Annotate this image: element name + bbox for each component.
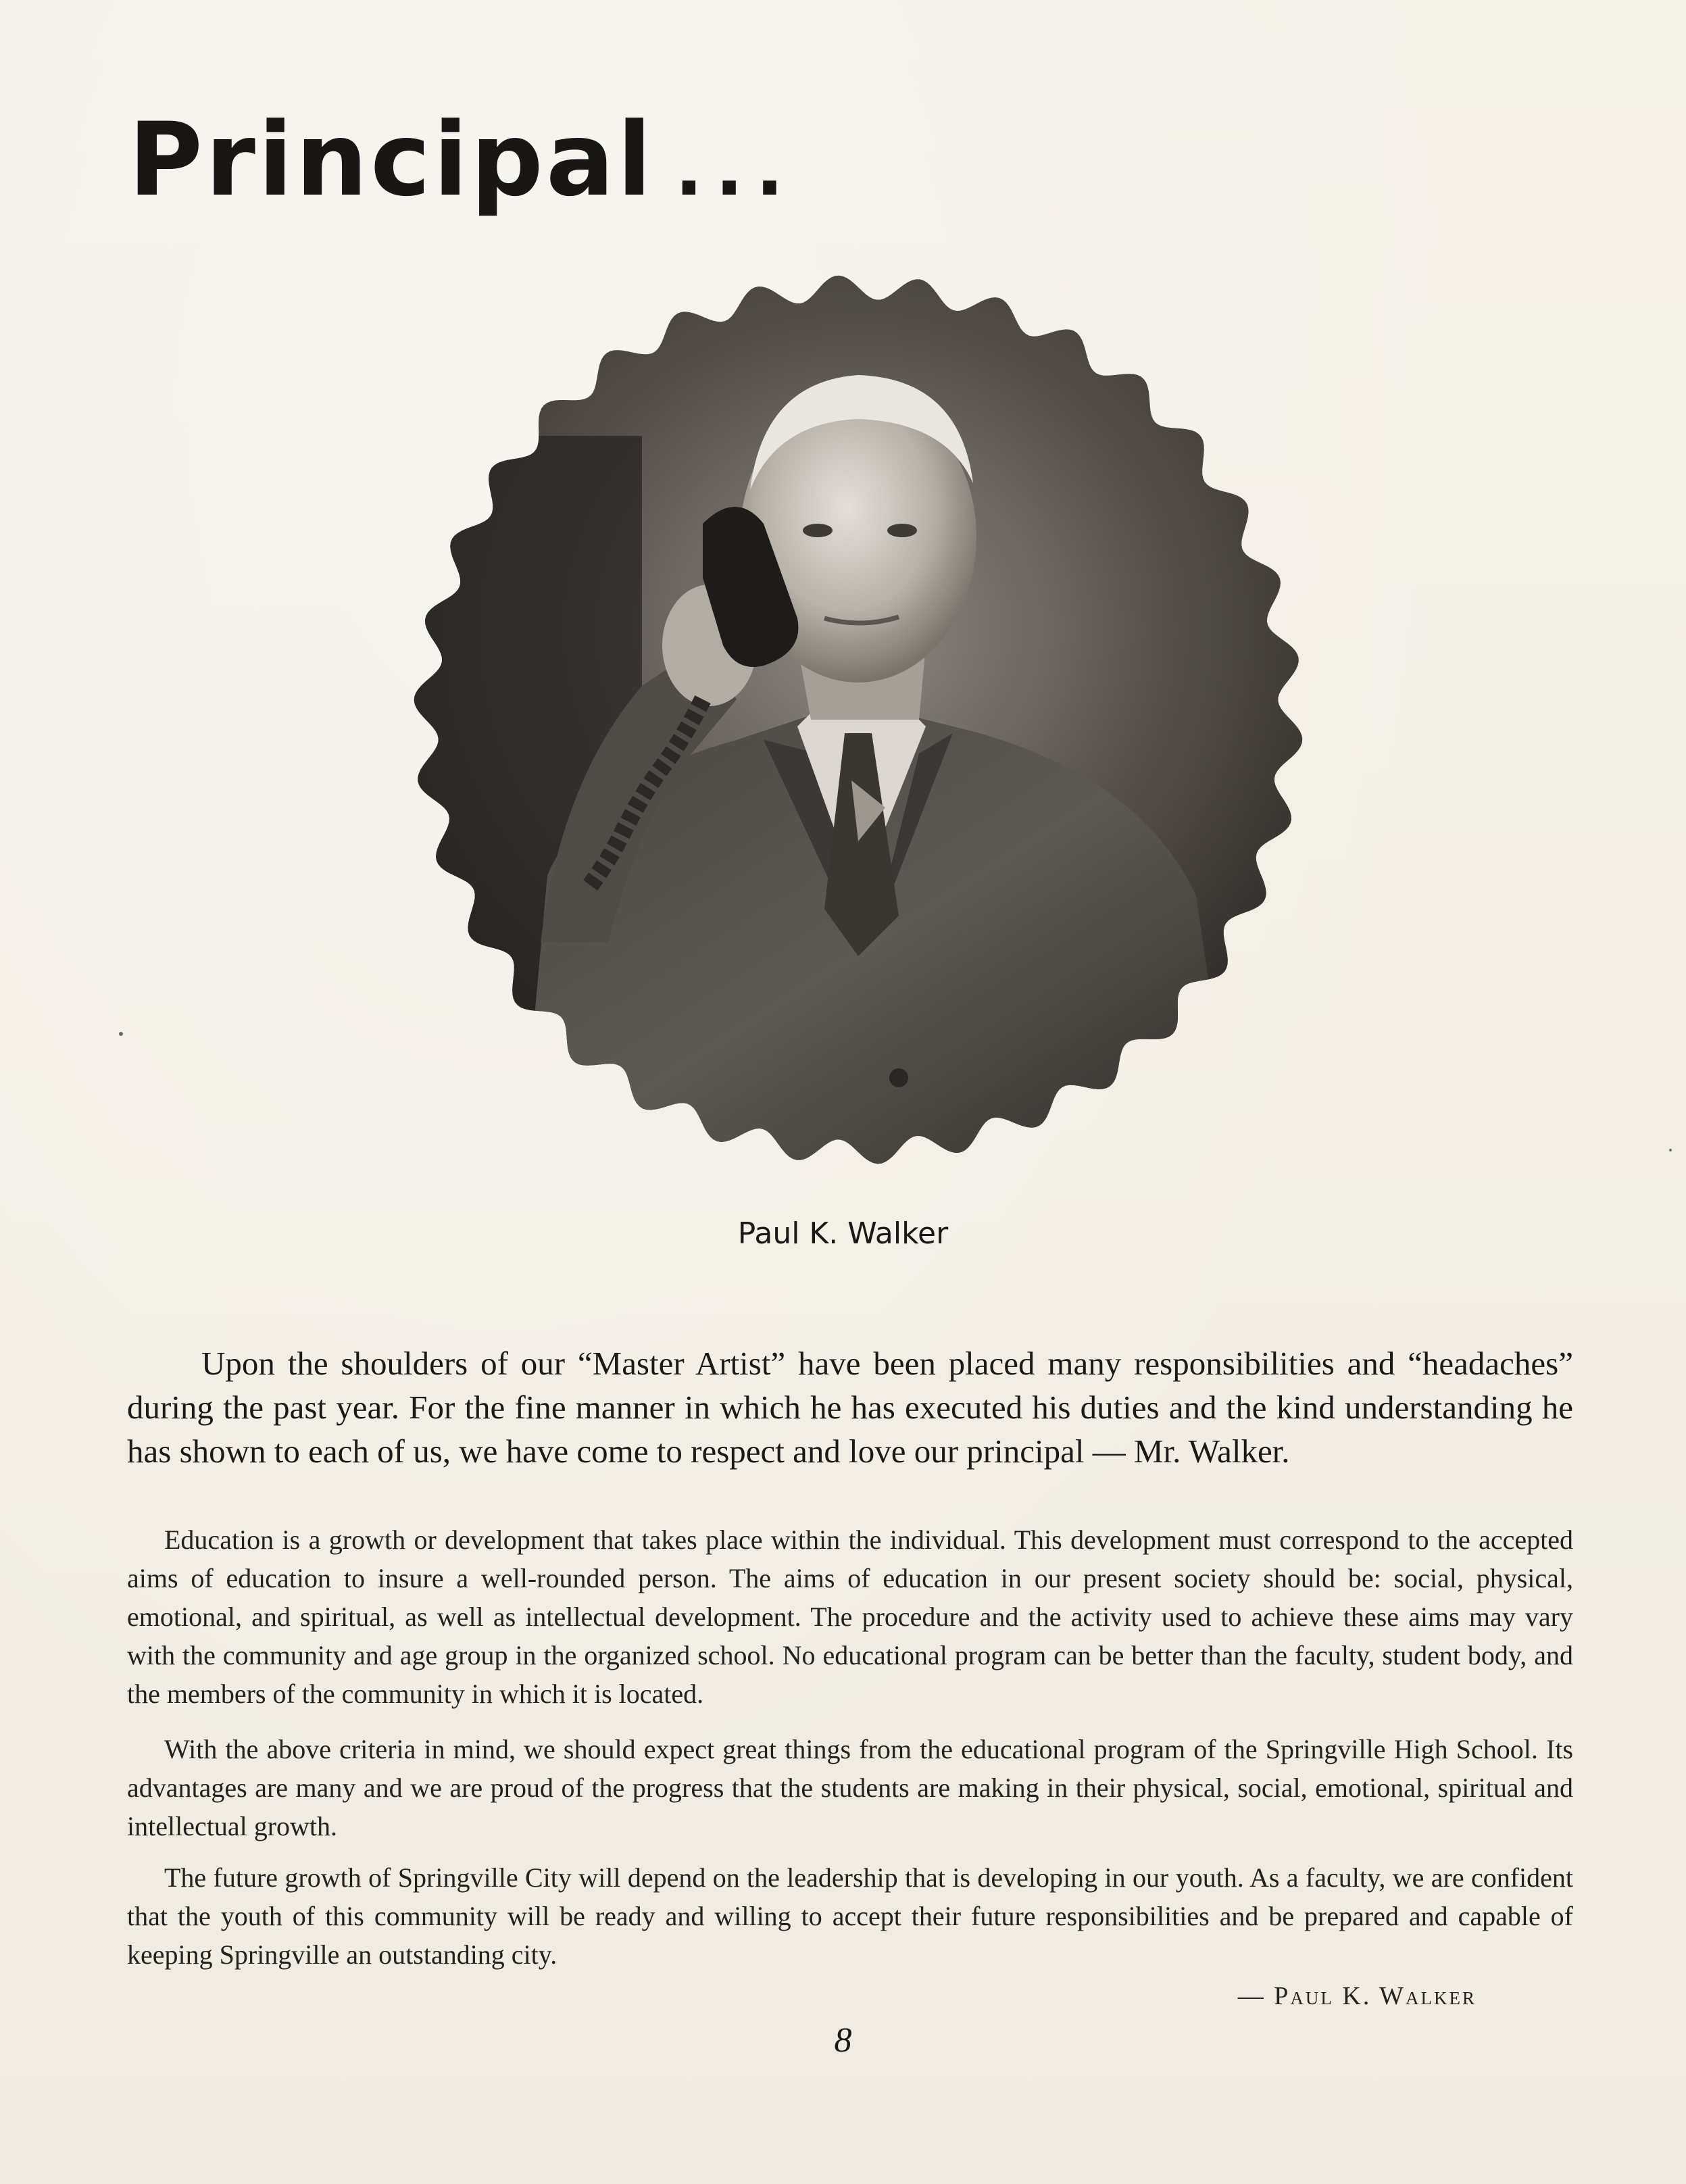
body-paragraph-1: Education is a growth or development that takes place within the individual. This development must correspond to the accepted aims of education to insure a well-rounded person. The aims of education in our present society should be: social, physical, emotional, and spiritual, as well as intellectual development. The procedure and the activity used to achieve these aims may vary with the community and age group in the organized school. No educational program can be better than the faculty, student body, and the members of the community in which it is located. [127,1524,1573,1709]
body-paragraph-3: The future growth of Springville City will depend on the leadership that is developing in our youth. As a faculty, we are confident that the youth of this community will be ready and willing to accept their future responsibilities and be prepared and capable of keeping Springville an outstanding city. [127,1862,1573,1970]
principal-portrait [385,267,1331,1172]
portrait-photo [385,267,1331,1172]
intro-paragraph: Upon the shoulders of our “Master Artist” have been placed many responsibilities and “headaches” during the past year. For the fine manner in which he has executed his duties and the kind understanding he has shown to each of us, we have come to respect and love our principal — Mr. Walker. [127,1345,1573,1470]
page-number: 8 [834,2021,852,2060]
paper-speck [1669,1149,1672,1151]
photo-caption: Paul K. Walker [737,1216,949,1251]
page-title-text: Principal [128,101,655,219]
paper-speck [119,1032,123,1036]
page-title [128,101,796,219]
page-title-dots: ... [674,126,796,212]
signature: — Paul K. Walker [1237,1982,1477,2010]
body-paragraph-2: With the above criteria in mind, we should expect great things from the educational program of the Springville High School. Its advantages are many and we are proud of the progress that the students are making in their physical, social, emotional, spiritual and intellectual growth. [127,1734,1573,1841]
